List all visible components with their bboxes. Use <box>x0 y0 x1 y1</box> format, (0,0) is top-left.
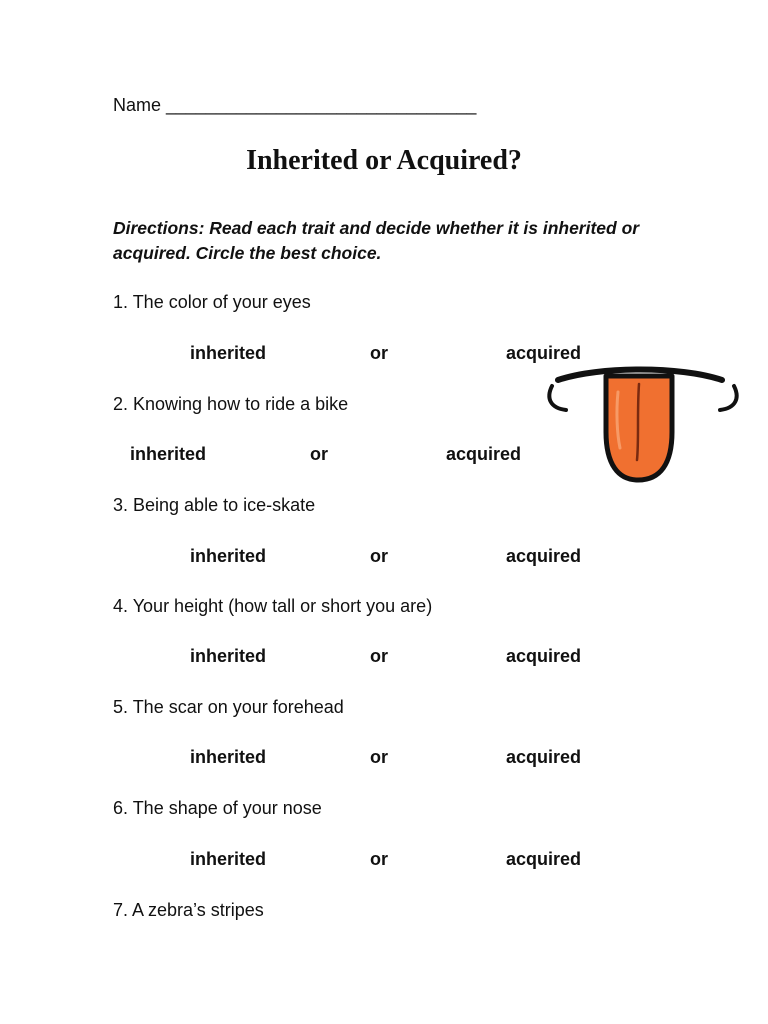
choice-or-5: or <box>370 747 388 767</box>
question-3: 3. Being able to ice-skate <box>113 495 316 515</box>
question-7: 7. A zebra’s stripes <box>113 900 264 920</box>
choice-inherited-5[interactable]: inherited <box>190 747 267 767</box>
choice-inherited-2[interactable]: inherited <box>130 444 207 464</box>
choice-acquired-2[interactable]: acquired <box>446 444 522 464</box>
choice-inherited-6[interactable]: inherited <box>190 849 267 869</box>
choice-or-1: or <box>370 343 388 363</box>
choice-inherited-3[interactable]: inherited <box>190 546 267 566</box>
choice-acquired-1[interactable]: acquired <box>506 343 582 363</box>
choice-or-6: or <box>370 849 388 869</box>
page-title: Inherited or Acquired? <box>246 145 522 176</box>
choice-or-4: or <box>370 646 388 666</box>
question-4: 4. Your height (how tall or short you are) <box>113 596 433 616</box>
name-field[interactable]: Name _______________________________ <box>113 95 477 115</box>
tongue-icon <box>540 362 740 487</box>
choice-acquired-5[interactable]: acquired <box>506 747 582 767</box>
question-5: 5. The scar on your forehead <box>113 697 344 717</box>
choice-or-3: or <box>370 546 388 566</box>
choice-acquired-3[interactable]: acquired <box>506 546 582 566</box>
choice-acquired-6[interactable]: acquired <box>506 849 582 869</box>
choice-inherited-1[interactable]: inherited <box>190 343 267 363</box>
question-6: 6. The shape of your nose <box>113 798 322 818</box>
choice-or-2: or <box>310 444 328 464</box>
choice-acquired-4[interactable]: acquired <box>506 646 582 666</box>
question-2: 2. Knowing how to ride a bike <box>113 394 349 414</box>
question-1: 1. The color of your eyes <box>113 292 311 312</box>
choice-inherited-4[interactable]: inherited <box>190 646 267 666</box>
directions-text: Directions: Read each trait and decide whether it is inherited or acquired. Circle the best choice. <box>113 218 640 263</box>
